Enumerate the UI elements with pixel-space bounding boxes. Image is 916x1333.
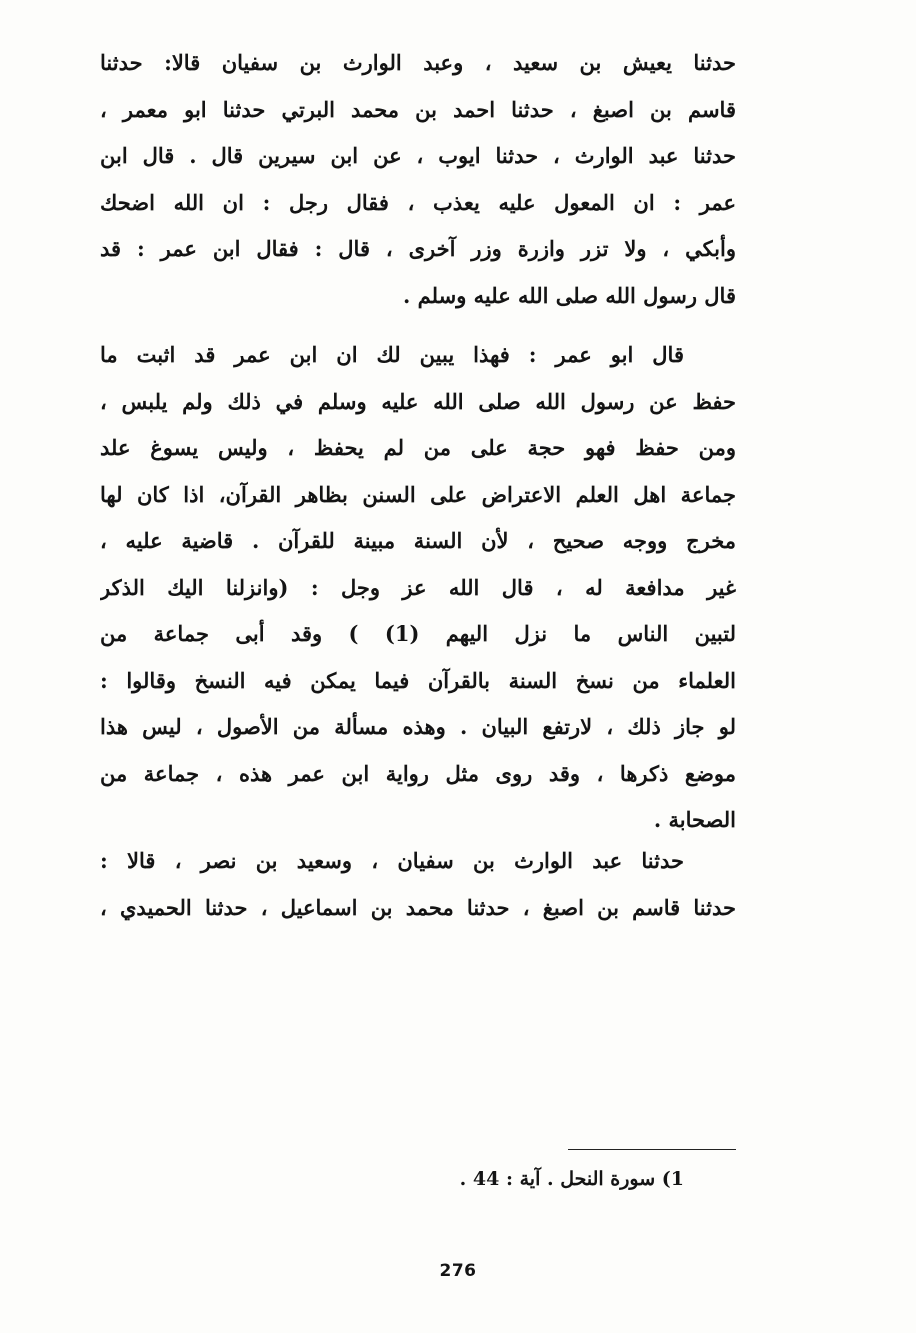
text-line: حفظ عن رسول الله صلى الله عليه وسلم في ذلك ولم يلبس ،	[100, 388, 736, 414]
text-line: جماعة اهل العلم الاعتراض على السنن بظاهر القرآن، اذا كان لها	[100, 481, 736, 507]
text-line: وأبكي ، ولا تزر وازرة وزر آخرى ، قال : فقال ابن عمر : قد	[100, 236, 736, 261]
text-line: لتبين الناس ما نزل اليهم (1) ) وقد أبى جماعة من	[100, 621, 736, 646]
paragraph-hadith-chain-2	[100, 838, 736, 931]
paragraph-hadith-chain-1	[100, 40, 736, 319]
text-line: حدثنا يعيش بن سعيد ، وعبد الوارث بن سفيان قالا: حدثنا	[100, 50, 736, 75]
page-number: 276	[439, 1261, 477, 1281]
text-line: حدثنا عبد الوارث ، حدثنا ايوب ، عن ابن سيرين قال . قال ابن	[100, 143, 736, 168]
text-line: مخرج ووجه صحيح ، لأن السنة مبينة للقرآن . قاضية عليه ،	[100, 528, 736, 553]
text-line: موضع ذكرها ، وقد روى مثل رواية ابن عمر هذه ، جماعة من	[100, 760, 736, 786]
text-line: قال ابو عمر : فهذا يبين لك ان ابن عمر قد اثبت ما	[100, 342, 684, 367]
text-line: الصحابة .	[653, 807, 736, 832]
text-line: حدثنا عبد الوارث بن سفيان ، وسعيد بن نصر ، قالا :	[100, 848, 684, 873]
text-line: لو جاز ذلك ، لارتفع البيان . وهذه مسألة من الأصول ، ليس هذا	[100, 714, 736, 739]
text-line: ومن حفظ فهو حجة على من لم يحفظ ، وليس يسوغ علد	[100, 435, 736, 460]
footnote-marker: 1)	[661, 1168, 684, 1190]
text-line: عمر : ان المعول عليه يعذب ، فقال رجل : ان الله اضحك	[100, 189, 736, 215]
paragraph-commentary	[100, 332, 736, 844]
text-line: غير مدافعة له ، قال الله عز وجل : (وانزلنا اليك الذكر	[100, 574, 736, 600]
text-line: قاسم بن اصبغ ، حدثنا احمد بن محمد البرتي حدثنا ابو معمر ،	[100, 96, 736, 122]
footnote	[460, 1164, 684, 1194]
text-line: قال رسول الله صلى الله عليه وسلم .	[403, 282, 736, 308]
footnote-separator	[568, 1149, 736, 1150]
footnote-text: سورة النحل . آية : 44 .	[459, 1168, 656, 1190]
text-line: حدثنا قاسم بن اصبغ ، حدثنا محمد بن اسماعيل ، حدثنا الحميدي ،	[100, 894, 736, 920]
text-line: العلماء من نسخ السنة بالقرآن فيما يمكن فيه النسخ وقالوا :	[100, 667, 736, 693]
